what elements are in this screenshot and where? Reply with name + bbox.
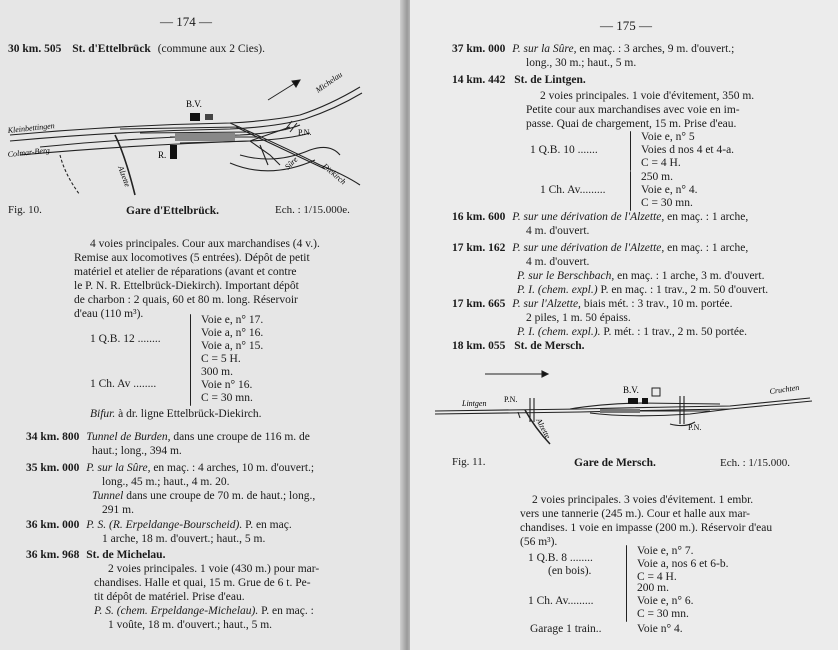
bifurcation-note [90,407,262,421]
lintgen-line: Petite cour aux marchandises avec voie en im- [526,104,740,116]
ch-line: 200 m. [637,582,669,594]
entry-line: 291 m. [102,504,134,516]
michelau-line: 1 voûte, 18 m. d'ouvert.; haut., 5 m. [108,619,273,631]
km-marker: 17 km. 665 [452,298,506,310]
label-pn: P.N. [504,395,518,404]
qb-sub: (en bois). [548,565,592,577]
label-bv: B.V. [623,385,639,395]
brace [626,545,627,585]
station-name: St. de Michelau. [86,549,166,561]
desc-line: 4 voies principales. Cour aux marchandises (4 v.). [90,238,320,250]
qb-line: Voie a, nos 6 et 6-b. [637,558,729,570]
page-number: — 174 — [160,14,212,29]
desc-line: vers une tannerie (245 m.). Cour et halle aux mar- [520,508,751,520]
entry-italic: Tunnel de Burden, [86,431,171,443]
entry-italic: P. sur le Berschbach, [517,270,615,282]
figure-number: Fig. 11. [452,456,486,468]
entry-text: en maç. : 1 arche, [664,242,749,254]
qb-line: Voie a, n° 15. [201,340,264,352]
entry-italic: Tunnel [92,490,124,502]
label-kleinbettingen: Kleinbettingen [7,121,56,135]
ch-line: C = 30 mn. [637,608,689,620]
ch-line: 300 m. [201,366,233,378]
qb-line: Voie a, n° 16. [201,327,264,339]
garage-label: Garage 1 train.. [530,623,602,635]
brace [626,582,627,622]
km-marker: 16 km. 600 [452,211,506,223]
lintgen-line: 2 voies principales. 1 voie d'évitement, 350 m. [540,90,755,102]
michelau-ps [94,604,314,618]
bifur-rest: à dr. ligne Ettelbrück-Diekirch. [118,408,262,420]
km-marker: 14 km. 442 [452,74,506,86]
qb-line: Voies d nos 4 et 4-a. [641,144,735,156]
michelau-line: chandises. Halle et quai, 15 m. Grue de 6 t. Pe- [94,577,311,589]
bifur-prefix: Bifur. [90,408,116,420]
lintgen-line: passe. Quai de chargement, 15 m. Prise d'eau. [526,118,737,130]
entry-17km-162 [452,241,748,255]
figure-number: Fig. 10. [8,204,42,216]
station-heading [8,42,265,56]
qb-line: Voie e, n° 7. [637,545,694,557]
entry-italic: P. sur une dérivation de l'Alzette, [512,211,665,223]
entry-text: P. en maç. [242,519,292,531]
entry-36km [26,518,292,532]
ch-line: Voie e, n° 6. [637,595,694,607]
label-michelau: Michelau [313,69,344,95]
mersch-heading [452,339,585,353]
desc-line: de charbon : 2 quais, 60 et 80 m. long. Réservoir [74,294,298,306]
km-marker: 36 km. 000 [26,519,80,531]
entry-italic: P. S. (chem. Erpeldange-Michelau). [94,605,259,617]
figure-title: Gare d'Ettelbrück. [126,205,220,217]
entry-line: 1 arche, 18 m. d'ouvert.; haut., 5 m. [102,533,266,545]
label-colmar-berg: Colmar-Berg [7,145,51,159]
entry-text: dans une croupe de 116 m. de [170,431,310,443]
km-marker: 34 km. 800 [26,431,80,443]
right-page [410,0,838,650]
ch-line: Voie n° 16. [201,379,253,391]
entry-italic: P. sur la Sûre, [512,43,577,55]
entry-italic: P. S. (R. Erpeldange-Bourscheid). [86,519,243,531]
entry-text: en maç. : 1 arche, [664,211,749,223]
station-name: St. d'Ettelbrück [72,43,151,55]
km-marker: 30 km. 505 [8,43,62,55]
figure-scale: Ech. : 1/15.000e. [275,204,350,216]
entry-line [517,269,764,283]
brace [190,366,191,406]
desc-line: Remise aux locomotives (5 entrées). Dépôt de petit [74,252,310,264]
lintgen-heading [452,73,586,87]
station-name: St. de Lintgen. [514,74,586,86]
desc-line: le P. N. R. Ettelbrück-Diekirch). Important dépôt [74,280,299,292]
station-name: St. de Mersch. [514,340,585,352]
entry-text: P. mét. : 1 trav., 2 m. 50 portée. [600,326,747,338]
entry-text: biais mét. : 3 trav., 10 m. portée. [580,298,733,310]
brace [630,131,631,171]
km-marker: 35 km. 000 [26,462,80,474]
entry-35km [26,461,314,475]
garage-value: Voie n° 4. [637,623,683,635]
entry-line: 2 piles, 1 m. 50 épaiss. [526,312,631,324]
ch-label: 1 Ch. Av......... [540,184,606,196]
ch-label: 1 Ch. Av......... [528,595,594,607]
mersch-track-diagram [430,362,830,447]
km-marker: 37 km. 000 [452,43,506,55]
entry-text: en maç. : 1 arche, 3 m. d'ouvert. [614,270,765,282]
brace [190,314,191,368]
label-cruchten: Cruchten [769,382,800,396]
entry-italic: P. sur l'Alzette, [512,298,581,310]
ch-line: 250 m. [641,171,673,183]
km-marker: 18 km. 055 [452,340,506,352]
entry-line: haut.; long., 394 m. [92,445,182,457]
desc-line: chandises. 1 voie en impasse (200 m.). Réservoir d'eau [520,522,773,534]
page-number: — 175 — [600,18,652,33]
entry-17km-665 [452,297,733,311]
ch-line: C = 30 mn. [201,392,253,404]
michelau-heading [26,548,165,562]
entry-line [92,489,315,503]
label-sure: Sûre [283,154,300,172]
left-page [0,0,410,650]
desc-line: matériel et atelier de réparations (avant et contre [74,266,297,278]
ch-line: C = 30 mn. [641,197,693,209]
entry-line [517,283,768,297]
desc-line: d'eau (110 m³). [74,308,144,320]
ch-label: 1 Ch. Av ........ [90,378,157,390]
desc-line: (56 m³). [520,536,558,548]
desc-line: 2 voies principales. 3 voies d'évitement. 1 embr. [532,494,754,506]
entry-text: en maç. : 4 arches, 10 m. d'ouvert.; [150,462,315,474]
label-r: R. [158,150,167,160]
qb-label: 1 Q.B. 10 ....... [530,144,598,156]
entry-37km [452,42,734,56]
qb-line: C = 4 H. [637,571,677,583]
figure-title: Gare de Mersch. [574,457,656,469]
ch-line: Voie e, n° 4. [641,184,698,196]
figure-scale: Ech. : 1/15.000. [720,457,790,469]
qb-label: 1 Q.B. 8 ........ [528,552,593,564]
entry-italic: P. sur la Sûre, [86,462,151,474]
qb-line: Voie e, n° 17. [201,314,264,326]
entry-italic: P. sur une dérivation de l'Alzette, [512,242,665,254]
entry-italic: P. I. (chem. expl.) [517,284,598,296]
entry-line: 4 m. d'ouvert. [526,225,590,237]
entry-16km [452,210,748,224]
entry-text: en maç. : 3 arches, 9 m. d'ouvert.; [576,43,735,55]
entry-line: long., 45 m.; haut., 4 m. 20. [102,476,230,488]
label-lintgen: Lintgen [462,399,487,408]
qb-line: Voie e, n° 5 [641,131,695,143]
entry-line: long., 30 m.; haut., 5 m. [526,57,637,69]
label-alzette: Alzette [534,416,553,441]
km-marker: 36 km. 968 [26,549,80,561]
qb-line: C = 5 H. [201,353,241,365]
entry-line: 4 m. d'ouvert. [526,256,590,268]
station-note: (commune aux 2 Cies). [157,43,266,55]
qb-label: 1 Q.B. 12 ........ [90,333,161,345]
brace [630,171,631,211]
entry-text: P. en maç. : [258,605,314,617]
michelau-line: tit dépôt de matériel. Prise d'eau. [94,591,245,603]
entry-italic: P. I. (chem. expl.). [517,326,601,338]
label-bv: B.V. [186,99,202,109]
km-marker: 17 km. 162 [452,242,506,254]
label-diekirch: Diekirch [320,161,348,187]
michelau-line: 2 voies principales. 1 voie (430 m.) pour mar- [108,563,320,575]
qb-line: C = 4 H. [641,157,681,169]
label-alzette: Alzette [116,164,133,189]
ettelbruck-track-diagram [0,55,400,200]
label-pn: P.N. [298,128,312,137]
label-pn-2: P.N. [688,423,702,432]
entry-text: dans une croupe de 70 m. de haut.; long., [123,490,316,502]
entry-text: P. en maç. : 1 trav., 2 m. 50 d'ouvert. [597,284,769,296]
entry-34km [26,430,310,444]
entry-line [517,325,747,339]
